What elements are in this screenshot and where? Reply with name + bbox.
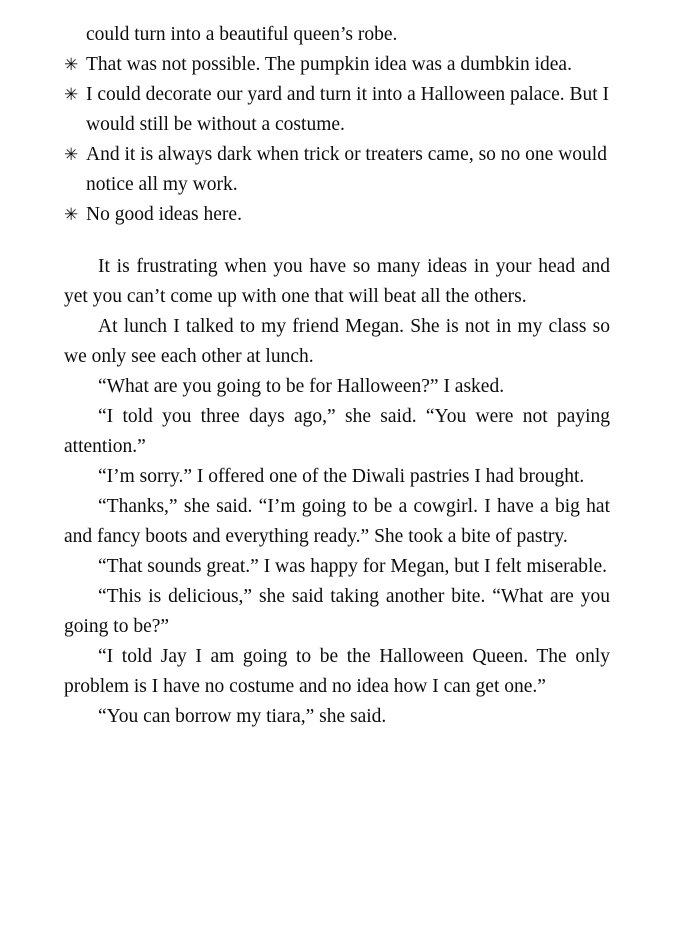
body-paragraph: “Thanks,” she said. “I’m going to be a cowgirl. I have a big hat and fancy boots and everything ready.” She took a bite of pastry.: [64, 496, 610, 547]
body-paragraph: It is frustrating when you have so many ideas in your head and yet you can’t come up with one that will beat all the others.: [64, 256, 610, 307]
body-paragraph: At lunch I talked to my friend Megan. She is not in my class so we only see each other at lunch.: [64, 316, 610, 367]
continued-line: could turn into a beautiful queen’s robe.: [86, 24, 398, 45]
section-spacer: [64, 230, 610, 252]
list-item-text: I could decorate our yard and turn it into a Halloween palace. But I would still be without a costume.: [86, 84, 610, 135]
body-paragraph: “I told Jay I am going to be the Halloween Queen. The only problem is I have no costume and no idea how I can get one.”: [64, 646, 610, 697]
asterisk-bullet-icon: ✳: [64, 205, 79, 224]
body-paragraph: “What are you going to be for Halloween?” I asked.: [98, 376, 505, 397]
body-paragraph: “That sounds great.” I was happy for Megan, but I felt miserable.: [98, 556, 607, 577]
list-item: [64, 140, 610, 200]
list-item: [64, 80, 610, 140]
body-paragraph: “You can borrow my tiara,” she said.: [98, 706, 387, 727]
list-item: [64, 50, 610, 80]
body-paragraph: “I’m sorry.” I offered one of the Diwali pastries I had brought.: [98, 466, 585, 487]
asterisk-bullet-icon: ✳: [64, 55, 79, 74]
list-item-text: That was not possible. The pumpkin idea was a dumbkin idea.: [86, 54, 572, 75]
bullet-list: [64, 50, 610, 230]
asterisk-bullet-icon: ✳: [64, 145, 79, 164]
list-item-text: No good ideas here.: [86, 204, 242, 225]
list-item: [64, 200, 610, 230]
body-paragraph: “I told you three days ago,” she said. “You were not paying attention.”: [64, 406, 610, 457]
list-item-text: And it is always dark when trick or treaters came, so no one would notice all my work.: [86, 144, 607, 195]
body-paragraph: “This is delicious,” she said taking another bite. “What are you going to be?”: [64, 586, 610, 637]
asterisk-bullet-icon: ✳: [64, 85, 79, 104]
